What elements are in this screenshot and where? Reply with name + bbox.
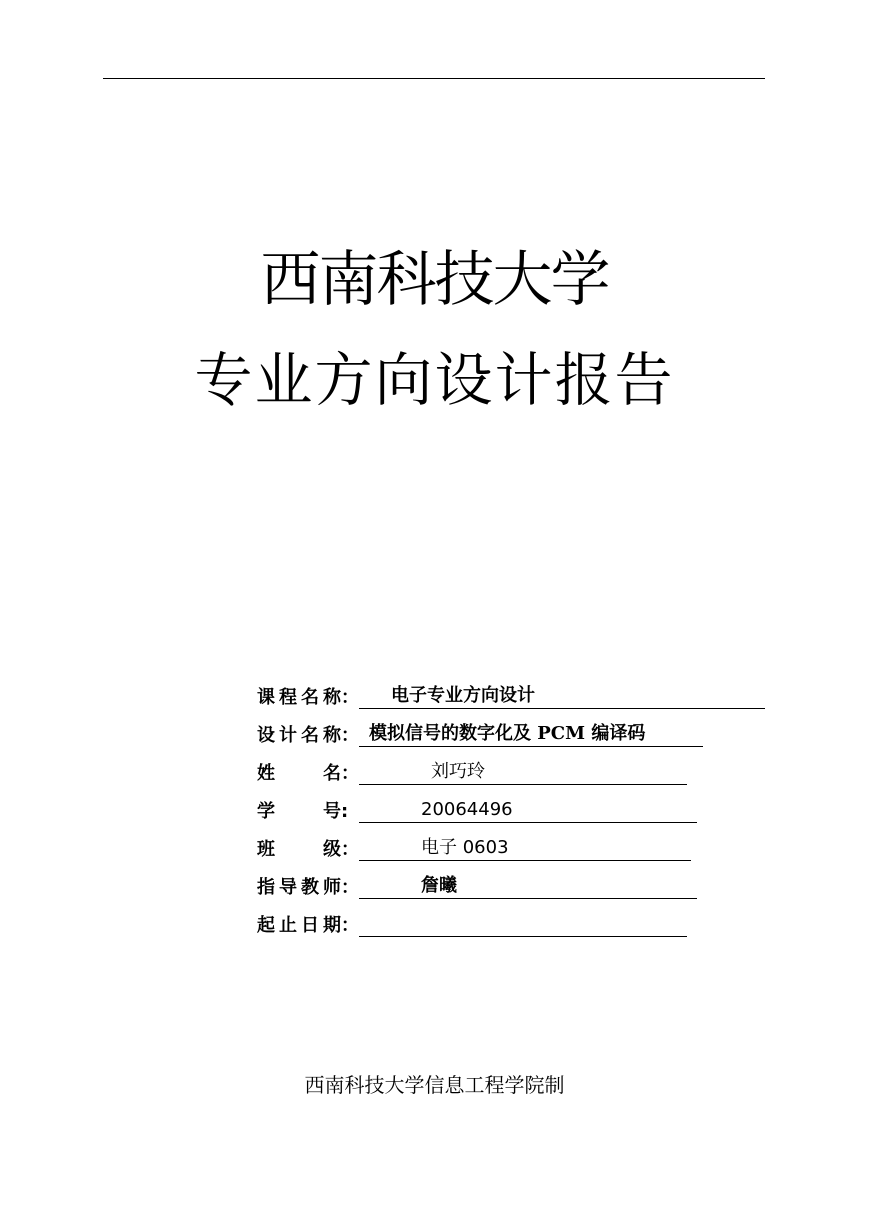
field-value-line	[359, 797, 697, 823]
field-label: 课 程 名 称 ：	[257, 687, 359, 708]
report-title: 专业方向设计报告	[194, 346, 675, 414]
field-value-line	[359, 873, 697, 899]
field-label: 起 止 日 期 ：	[257, 915, 359, 936]
field-value-line	[359, 683, 765, 709]
field-label: 学 号 :	[257, 801, 349, 822]
field-value-line	[359, 759, 687, 785]
design-name-value: 模拟信号的数字化及 PCM 编译码	[369, 723, 646, 744]
student-id-value: 20064496	[421, 799, 513, 820]
footer-issuer: 西南科技大学信息工程学院制	[304, 1073, 565, 1097]
field-value-line	[359, 721, 703, 747]
field-label: 姓 名 ：	[257, 763, 359, 784]
field-value-line	[359, 911, 687, 937]
university-title: 西南科技大学	[260, 245, 609, 315]
student-name-value: 刘巧玲	[431, 761, 485, 782]
field-label: 指 导 教 师 ：	[257, 877, 359, 898]
course-name-value: 电子专业方向设计	[391, 685, 535, 706]
field-value-line	[359, 835, 691, 861]
class-value: 电子 0603	[421, 837, 509, 858]
field-label: 设 计 名 称 ：	[257, 725, 359, 746]
header-rule	[103, 78, 765, 79]
field-label: 班 级 ：	[257, 839, 359, 860]
advisor-value: 詹曦	[421, 875, 457, 896]
